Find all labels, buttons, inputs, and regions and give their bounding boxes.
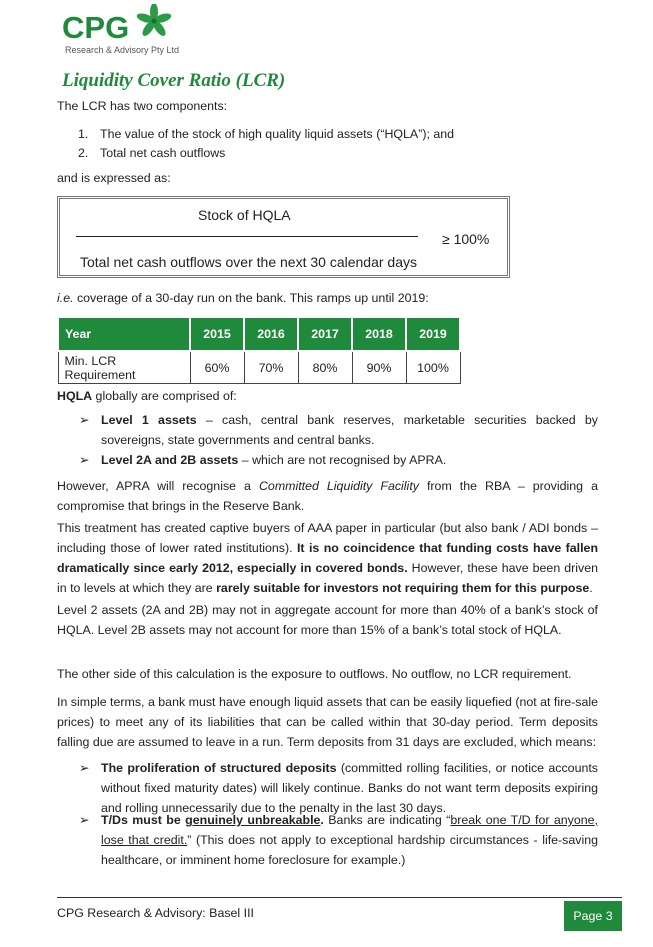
table-cell: 100%: [406, 351, 460, 384]
table-cell: 80%: [298, 351, 352, 384]
footer-divider: [57, 897, 622, 898]
list-item: 2. Total net cash outflows: [78, 146, 226, 160]
arrow-bullet-icon: ➢: [79, 453, 90, 467]
company-logo: [62, 8, 202, 56]
table-header-row: [58, 317, 460, 351]
list-item: ➢ Level 2A and 2B assets – which are not recognised by APRA.: [79, 450, 598, 470]
leaf-star-icon: [132, 4, 176, 44]
paragraph: The other side of this calculation is the exposure to outflows. No outflow, no LCR requirement.: [57, 667, 572, 681]
paragraph: This treatment has created captive buyers of AAA paper in particular (but also bank / ADI bonds – including those of lower rated institutions). It is no coincidence that funding costs have fallen dramatically since early 2012, especially in covered bonds. However, these have been driven in to levels at which they are rarely suitable for investors not requiring them for this purpose.: [57, 521, 599, 595]
logo-subtitle: Research & Advisory Pty Ltd: [65, 45, 180, 55]
section-title: Liquidity Cover Ratio (LCR): [62, 70, 286, 91]
list-item: ➢ Level 1 assets – cash, central bank reserves, marketable securities backed by sovereigns, state governments and central banks.: [79, 410, 598, 450]
table-header-cell: 2017: [298, 317, 352, 351]
paragraph: Level 2 assets (2A and 2B) may not in aggregate account for more than 40% of a bank’s stock of HQLA. Level 2B assets may not account for more than 15% of a bank’s total stock of HQLA.: [57, 603, 598, 637]
formula-numerator: Stock of HQLA: [198, 207, 291, 223]
table-header-cell: 2019: [406, 317, 460, 351]
list-item: 1. The value of the stock of high quality liquid assets (“HQLA”); and: [78, 127, 454, 141]
paragraph: In simple terms, a bank must have enough liquid assets that can be easily liquefied (not at fire-sale prices) to meet any of its liabilities that can be called within that 30-day period. Term deposits falling due are assumed to leave in a run. Term deposits from 31 days are excluded, which means:: [57, 695, 598, 749]
table-cell: 90%: [352, 351, 406, 384]
table-header-cell: 2016: [244, 317, 298, 351]
lcr-formula-box: [57, 196, 510, 278]
table-cell: 60%: [190, 351, 244, 384]
logo-text: CPG: [62, 10, 130, 45]
list-item: ➢ The proliferation of structured deposits (committed rolling facilities, or notice accounts without fixed maturity dates) will likely continue. Banks do not want term deposits expiring and rolling unnecessarily due to the penalty in the last 30 days.: [79, 758, 598, 818]
footer-text: CPG Research & Advisory: Basel III: [57, 906, 254, 920]
arrow-bullet-icon: ➢: [79, 761, 90, 775]
hqla-text: HQLA globally are comprised of:: [57, 389, 237, 403]
formula-comparison: ≥ 100%: [442, 231, 490, 247]
table-header-cell: 2015: [190, 317, 244, 351]
table-row: [58, 351, 460, 384]
intro-text: The LCR has two components:: [57, 99, 228, 113]
coverage-text: i.e. coverage of a 30-day run on the bank. This ramps up until 2019:: [57, 291, 429, 305]
table-header-cell: 2018: [352, 317, 406, 351]
fraction-bar: [76, 236, 418, 237]
table-cell: Min. LCR Requirement: [58, 351, 190, 384]
formula-denominator: Total net cash outflows over the next 30 calendar days: [80, 254, 417, 270]
expressed-text: and is expressed as:: [57, 171, 171, 185]
list-item: ➢ T/Ds must be genuinely unbreakable. Banks are indicating “break one T/D for anyone, lose that credit.” (This does not apply to exceptional hardship circumstances - life-saving healthcare, or imminent home foreclosure for example.): [79, 810, 598, 870]
paragraph: However, APRA will recognise a Committed Liquidity Facility from the RBA – providing a compromise that brings in the Reserve Bank.: [57, 479, 598, 513]
arrow-bullet-icon: ➢: [79, 413, 90, 427]
arrow-bullet-icon: ➢: [79, 813, 90, 827]
table-header-cell: Year: [58, 317, 190, 351]
table-cell: 70%: [244, 351, 298, 384]
lcr-requirement-table: [57, 316, 461, 384]
page-number-badge: Page 3: [564, 901, 622, 931]
